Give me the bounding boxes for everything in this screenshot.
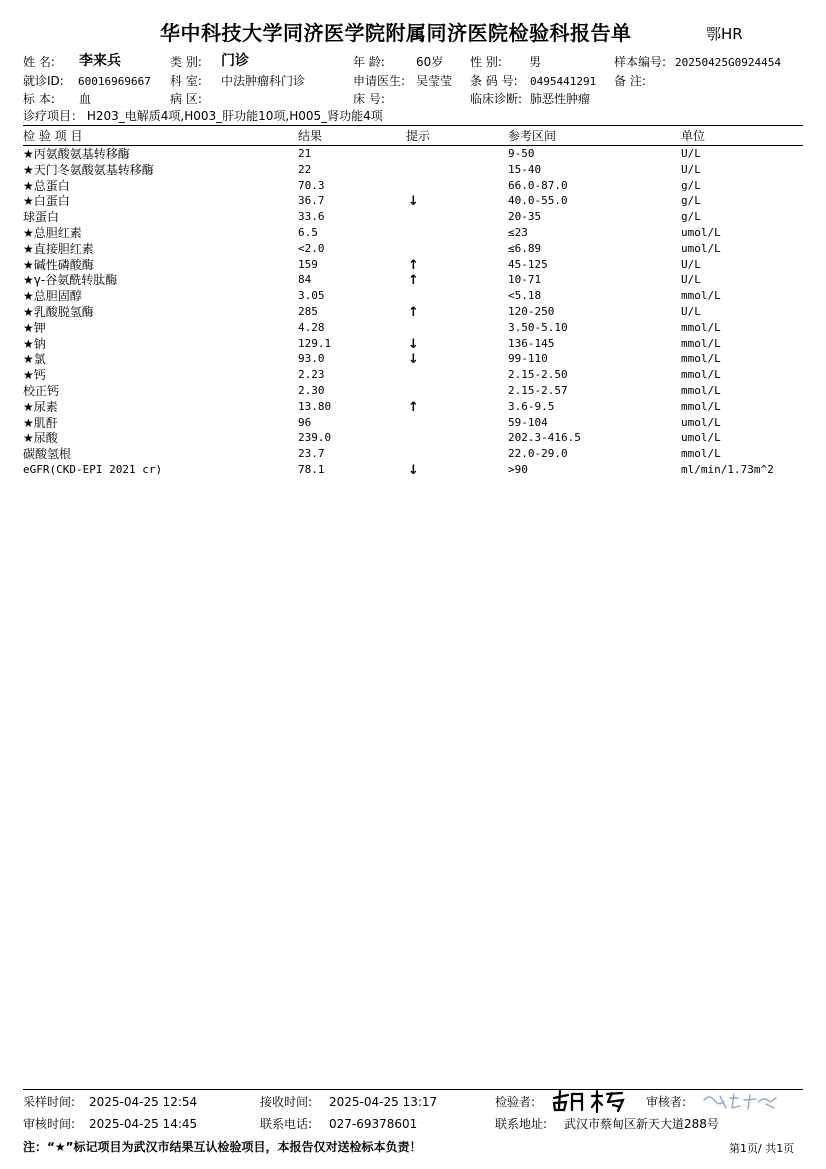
row-item-name: eGFR(CKD-EPI 2021 cr) [23, 463, 163, 476]
row-item-name: ★乳酸脱氢酶 [23, 305, 94, 319]
ward-label: 病 区: [170, 92, 202, 106]
remark-label: 备 注: [614, 74, 646, 88]
reviewer-signature [700, 1092, 782, 1112]
row-unit: umol/L [681, 241, 721, 255]
report-code: 鄂HR [706, 25, 743, 43]
row-range: 15-40 [508, 162, 542, 176]
row-result: 239.0 [298, 431, 332, 445]
row-result: 4.28 [298, 320, 325, 334]
header-bottom-rule [23, 145, 803, 146]
row-range: ≤23 [508, 226, 528, 239]
row-result: 13.80 [298, 399, 332, 413]
sample-time-label: 采样时间: [23, 1095, 76, 1109]
row-range: 2.15-2.57 [508, 384, 568, 397]
specimen-label: 标 本: [23, 92, 55, 106]
dept: 中法肿瘤科门诊 [221, 74, 306, 88]
report-title: 华中科技大学同济医学院附属同济医院检验科报告单 [160, 21, 632, 45]
row-unit: mmol/L [681, 399, 721, 413]
row-item-name: ★碱性磷酸酶 [23, 257, 94, 272]
row-item-name: ★总胆红素 [23, 226, 82, 240]
row-item-name: ★肌酐 [23, 415, 58, 430]
row-flag: ↓ [408, 463, 419, 478]
row-item-name: ★尿素 [23, 399, 58, 414]
row-item-name: ★直接胆红素 [23, 241, 94, 256]
row-result: 2.23 [298, 368, 325, 382]
row-range: <5.18 [508, 289, 542, 303]
col-header-result: 结果 [298, 129, 323, 143]
sex-label: 性 别: [470, 55, 502, 69]
row-unit: U/L [681, 257, 701, 271]
row-flag: ↑ [408, 257, 419, 273]
row-flag: ↑ [408, 273, 419, 289]
patient-age: 60岁 [416, 55, 444, 69]
row-item-name: 校正钙 [23, 384, 60, 398]
row-range: 9-50 [508, 147, 535, 160]
sample-label: 样本编号: [614, 55, 667, 69]
review-time-label: 审核时间: [23, 1117, 76, 1131]
row-unit: g/L [681, 178, 701, 192]
row-result: 23.7 [298, 447, 325, 461]
row-result: 93.0 [298, 352, 325, 366]
row-range: 2.15-2.50 [508, 368, 568, 382]
reviewer-label: 审核者: [646, 1095, 687, 1109]
row-item-name: ★丙氨酸氨基转移酶 [23, 147, 130, 161]
row-range: 66.0-87.0 [508, 178, 568, 192]
phone-label: 联系电话: [260, 1117, 313, 1131]
row-unit: umol/L [681, 431, 721, 445]
row-range: 202.3-416.5 [508, 431, 581, 445]
row-item-name: ★天门冬氨酸氨基转移酶 [23, 162, 154, 177]
col-header-range: 参考区间 [508, 129, 557, 143]
row-unit: umol/L [681, 226, 721, 239]
row-result: 84 [298, 273, 312, 287]
row-item-name: ★总蛋白 [23, 178, 70, 193]
receive-time-label: 接收时间: [260, 1095, 313, 1109]
row-unit: U/L [681, 273, 701, 287]
row-item-name: ★氯 [23, 352, 46, 367]
row-unit: mmol/L [681, 384, 721, 397]
row-result: 21 [298, 147, 312, 160]
row-range: 120-250 [508, 305, 555, 318]
row-unit: mmol/L [681, 336, 721, 350]
patient-sex: 男 [529, 55, 542, 69]
row-item-name: 碳酸氢根 [23, 447, 72, 462]
dept-label: 科 室: [170, 74, 202, 88]
row-range: 40.0-55.0 [508, 194, 568, 208]
review-time: 2025-04-25 14:45 [89, 1117, 198, 1131]
visit-id: 60016969667 [78, 75, 151, 88]
row-result: 36.7 [298, 194, 325, 208]
category-label: 类 别: [170, 55, 202, 69]
tester-label: 检验者: [495, 1095, 536, 1109]
row-range: 3.6-9.5 [508, 399, 555, 413]
address: 武汉市蔡甸区新天大道288号 [564, 1117, 719, 1131]
footer-note: 注：“★”标记项目为武汉市结果互认检验项目，本报告仅对送检标本负责！ [23, 1140, 422, 1154]
row-item-name: ★钙 [23, 368, 46, 383]
row-range: >90 [508, 463, 528, 476]
patient-category: 门诊 [221, 53, 249, 69]
row-item-name: ★白蛋白 [23, 194, 70, 209]
row-unit: mmol/L [681, 289, 721, 303]
barcode: 0495441291 [530, 75, 597, 88]
row-flag: ↑ [408, 305, 419, 320]
row-result: 78.1 [298, 463, 325, 476]
name-label: 姓 名: [23, 55, 55, 69]
specimen: 血 [79, 92, 92, 106]
diagnosis: 肺恶性肿瘤 [530, 92, 591, 106]
row-unit: mmol/L [681, 368, 721, 382]
row-result: 70.3 [298, 178, 325, 192]
row-flag: ↓ [408, 336, 419, 352]
row-result: 129.1 [298, 336, 332, 350]
row-result: 33.6 [298, 210, 325, 224]
row-result: 22 [298, 162, 312, 176]
bed-label: 床 号: [353, 92, 385, 106]
row-unit: umol/L [681, 415, 721, 429]
row-range: 59-104 [508, 415, 548, 429]
header-top-rule [23, 125, 803, 126]
tester-signature [550, 1088, 632, 1114]
row-result: 285 [298, 305, 318, 318]
row-unit: g/L [681, 210, 701, 224]
row-result: 2.30 [298, 384, 325, 397]
row-flag: ↓ [408, 352, 419, 368]
row-item-name: ★钾 [23, 320, 46, 335]
row-range: 22.0-29.0 [508, 447, 568, 461]
row-result: 159 [298, 257, 318, 271]
address-label: 联系地址: [495, 1117, 548, 1131]
patient-name: 李来兵 [79, 53, 121, 69]
row-flag: ↑ [408, 399, 419, 415]
page-indicator: 第1页/ 共1页 [729, 1142, 795, 1155]
receive-time: 2025-04-25 13:17 [329, 1095, 438, 1109]
row-unit: U/L [681, 162, 701, 176]
row-unit: mmol/L [681, 447, 721, 461]
phone: 027-69378601 [329, 1117, 418, 1131]
row-item-name: 球蛋白 [23, 210, 60, 225]
row-item-name: ★钠 [23, 336, 46, 351]
row-unit: g/L [681, 194, 701, 208]
row-range: 3.50-5.10 [508, 320, 568, 334]
row-range: 45-125 [508, 257, 548, 271]
visit-label: 就诊ID: [23, 74, 64, 88]
row-result: 96 [298, 415, 312, 429]
diagnosis-label: 临床诊断: [470, 92, 523, 106]
col-header-unit: 单位 [681, 129, 706, 143]
row-flag: ↓ [408, 194, 419, 210]
col-header-flag: 提示 [406, 129, 431, 143]
barcode-label: 条 码 号: [470, 74, 518, 88]
row-range: 20-35 [508, 210, 542, 224]
sample-number: 20250425G0924454 [675, 56, 781, 69]
row-range: 10-71 [508, 273, 542, 287]
row-item-name: ★γ-谷氨酰转肽酶 [23, 273, 118, 288]
sample-time: 2025-04-25 12:54 [89, 1095, 198, 1109]
row-result: <2.0 [298, 241, 325, 255]
row-unit: U/L [681, 147, 701, 160]
row-unit: U/L [681, 305, 701, 318]
row-range: ≤6.89 [508, 241, 542, 255]
doctor-label: 申请医生: [353, 74, 406, 88]
footer-rule [23, 1089, 803, 1090]
row-range: 99-110 [508, 352, 548, 366]
age-label: 年 龄: [353, 55, 385, 69]
row-result: 3.05 [298, 289, 325, 303]
row-unit: ml/min/1.73m^2 [681, 463, 774, 476]
doctor: 吴莹莹 [416, 74, 453, 88]
row-unit: mmol/L [681, 352, 721, 366]
row-item-name: ★尿酸 [23, 431, 58, 446]
items-line: 诊疗项目： H203_电解质4项,H003_肝功能10项,H005_肾功能4项 [23, 109, 383, 123]
row-range: 136-145 [508, 336, 555, 350]
row-unit: mmol/L [681, 320, 721, 334]
row-result: 6.5 [298, 226, 318, 239]
row-item-name: ★总胆固醇 [23, 289, 82, 304]
col-header-item: 检 验 项 目 [23, 129, 83, 143]
